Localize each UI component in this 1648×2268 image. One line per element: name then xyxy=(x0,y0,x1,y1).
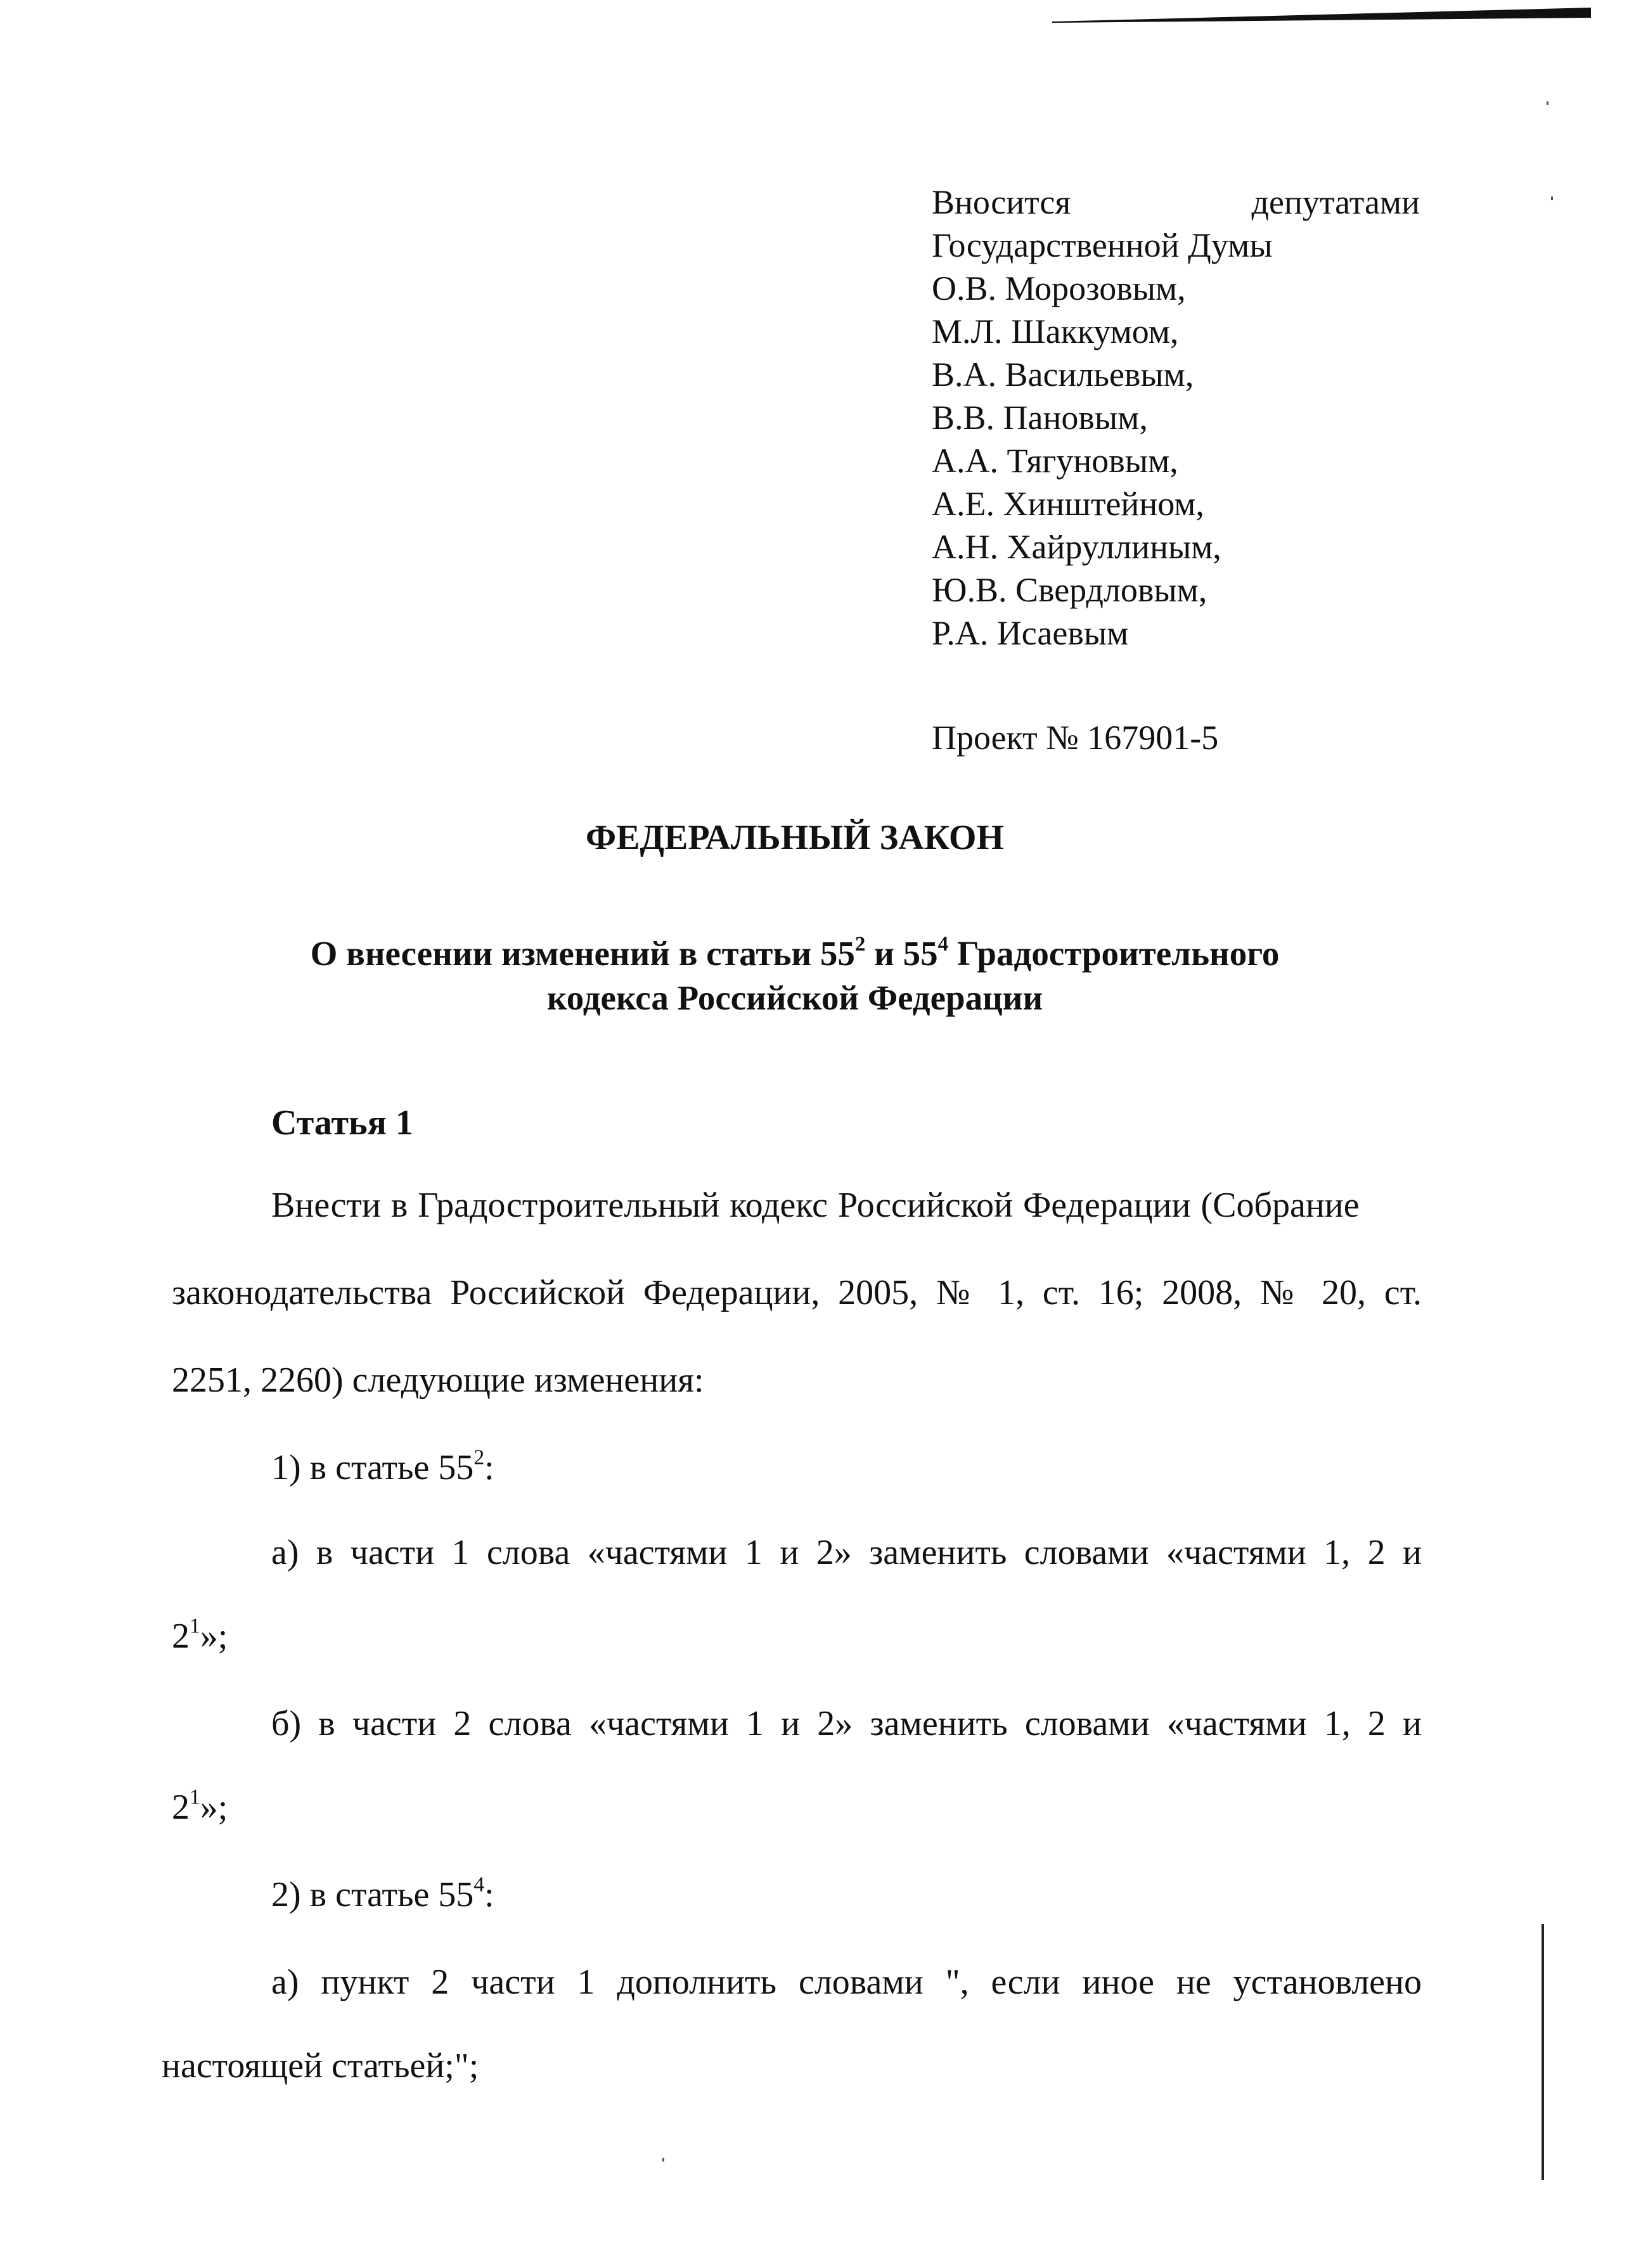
law-title-text: Градостроительного xyxy=(948,934,1280,973)
scan-speck xyxy=(1547,101,1548,105)
item-2 xyxy=(271,1874,494,1915)
item-1a-line-2 xyxy=(172,1616,228,1656)
item-1a-line-1: а) в части 1 слова «частями 1 и 2» заменить словами «частями 1, 2 и xyxy=(271,1533,1422,1572)
intro-line-2: законодательства Российской Федерации, 2005, № 1, ст. 16; 2008, № 20, ст. xyxy=(172,1273,1422,1312)
addressee-deputy: Р.А. Исаевым xyxy=(932,614,1129,652)
item-1a-sup: 1 xyxy=(190,1614,200,1638)
law-title-sup: 4 xyxy=(937,932,949,956)
item-1a-suffix: »; xyxy=(200,1617,228,1656)
law-title-text: и 55 xyxy=(865,934,938,973)
scan-top-rule-shape xyxy=(1052,6,1597,25)
item-2a-line-2: настоящей статьей;"; xyxy=(162,2046,479,2085)
addressee-intro-right: депутатами xyxy=(1251,183,1420,221)
addressee-line-1 xyxy=(932,181,1420,224)
item-1b-sup: 1 xyxy=(190,1785,200,1809)
intro-line-1 xyxy=(271,1185,1422,1226)
article-heading: Статья 1 xyxy=(271,1103,413,1143)
item-2-suffix: : xyxy=(484,1875,494,1914)
addressee-deputy: О.В. Морозовым, xyxy=(932,269,1186,307)
item-1-text: 1) в статье 55 xyxy=(271,1448,474,1487)
law-title-text: О внесении изменений в статьи 55 xyxy=(310,934,855,973)
item-1b-line-2 xyxy=(172,1787,228,1828)
item-2-text: 2) в статье 55 xyxy=(271,1875,474,1914)
addressee-deputy: Ю.В. Свердловым, xyxy=(932,571,1207,609)
item-1 xyxy=(271,1447,494,1488)
item-2a-line-1: а) пункт 2 части 1 дополнить словами ", если иное не установлено xyxy=(271,1963,1422,2002)
item-1-sup: 2 xyxy=(473,1445,485,1470)
addressee-line: Государственной Думы xyxy=(932,226,1273,264)
project-number: Проект № 167901-5 xyxy=(932,719,1219,757)
intro-line-1-text: Внести в Градостроительный кодекс Российской Федерации (Собрание xyxy=(271,1186,1360,1225)
item-1b-suffix: »; xyxy=(200,1788,228,1827)
scan-speck xyxy=(1551,196,1553,200)
addressee-deputy: В.В. Пановым, xyxy=(932,399,1148,437)
scan-margin-line xyxy=(1542,1924,1544,2180)
scan-speck xyxy=(662,2158,664,2162)
law-title-line-1 xyxy=(0,932,1590,976)
law-title-sup: 2 xyxy=(854,932,866,956)
addressee-block xyxy=(932,181,1420,655)
item-1b-base: 2 xyxy=(172,1788,190,1827)
addressee-deputy: А.Н. Хайруллиным, xyxy=(932,528,1221,566)
item-2-sup: 4 xyxy=(473,1873,485,1897)
addressee-intro-left: Вносится xyxy=(932,183,1071,221)
item-1a-base: 2 xyxy=(172,1617,190,1656)
addressee-deputy: А.Е. Хинштейном, xyxy=(932,485,1204,523)
intro-line-3: 2251, 2260) следующие изменения: xyxy=(172,1361,704,1400)
law-title xyxy=(0,932,1590,1020)
law-title-line-2: кодекса Российской Федерации xyxy=(546,978,1043,1017)
item-1-suffix: : xyxy=(484,1448,494,1487)
addressee-deputy: М.Л. Шаккумом, xyxy=(932,312,1179,350)
item-1b-line-1: б) в части 2 слова «частями 1 и 2» заменить словами «частями 1, 2 и xyxy=(271,1704,1422,1743)
law-type-heading: ФЕДЕРАЛЬНЫЙ ЗАКОН xyxy=(586,818,1004,857)
addressee-deputy: В.А. Васильевым, xyxy=(932,356,1194,394)
addressee-deputy: А.А. Тягуновым, xyxy=(932,442,1178,480)
